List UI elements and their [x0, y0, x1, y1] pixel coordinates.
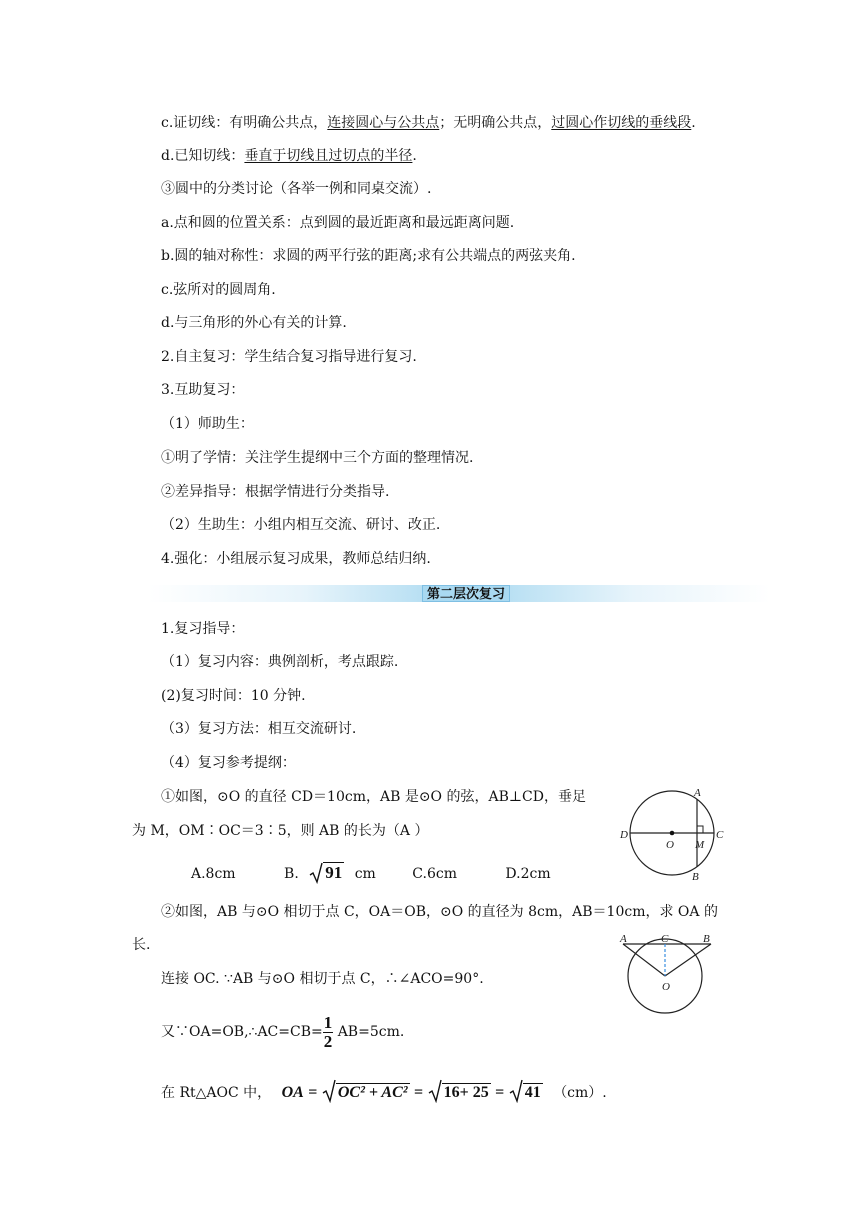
line-strengthen: 4.强化：小组展示复习成果，教师总结归纳.	[161, 551, 431, 567]
line-known-tangent: d.已知切线：垂直于切线且过切点的半径.	[161, 148, 417, 164]
line-point-circle: a.点和圆的位置关系：点到圆的最近距离和最远距离问题.	[161, 215, 515, 231]
q2-solution-line1: 连接 OC. ∵AB 与⊙O 相切于点 C，∴∠ACO=90°.	[161, 971, 484, 987]
line-student-help: （2）生助生：小组内相互交流、研讨、改正.	[161, 517, 441, 533]
option-d: D.2cm	[505, 866, 551, 882]
underline-connect-center: 连接圆心与公共点	[327, 115, 440, 131]
figure-circle-chord	[617, 786, 737, 886]
q1-stem-line2: 为 M，OM∶OC＝3∶5，则 AB 的长为（A ）	[132, 823, 429, 839]
option-a: A.8cm	[191, 866, 236, 882]
sqrt-sign-icon	[322, 1079, 336, 1103]
label-d: D	[620, 829, 628, 841]
underline-radius: 垂直于切线且过切点的半径	[244, 148, 413, 164]
line-review-guide: 1.复习指导：	[161, 621, 245, 637]
line-review-time: (2)复习时间：10 分钟.	[161, 688, 306, 704]
q1-options	[191, 861, 551, 886]
label-b: B	[692, 871, 699, 883]
line-classification: ③圆中的分类讨论（各举一例和同桌交流）.	[161, 181, 432, 197]
label-o: O	[666, 839, 674, 851]
q2-solution-line2: 又∵OA=OB,∴AC=CB= $\frac{1}{2}$ AB=5cm.	[161, 1012, 405, 1051]
option-b: B. 91 cm	[284, 863, 376, 882]
line-learning-status: ①明了学情：关注学生提纲中三个方面的整理情况.	[161, 450, 474, 466]
line-mutual-review: 3.互助复习：	[161, 382, 245, 398]
line-review-method: （3）复习方法：相互交流研讨.	[161, 721, 357, 737]
label-a: A	[694, 787, 701, 799]
fraction-half: $\frac{1}{2}$	[323, 1012, 333, 1051]
line-axis-symmetry: b.圆的轴对称性：求圆的两平行弦的距离;求有公共端点的两弦夹角.	[161, 248, 576, 264]
line-teacher-help: （1）师助生：	[161, 416, 254, 432]
q2-stem-line2: 长.	[132, 937, 151, 953]
q1-stem-line1: ①如图，⊙O 的直径 CD＝10cm，AB 是⊙O 的弦，AB⊥CD，垂足	[161, 789, 586, 805]
label-c: C	[716, 829, 724, 841]
sqrt-sign-icon	[509, 1079, 523, 1103]
label-a: A	[620, 933, 627, 945]
label-c: C	[661, 933, 669, 945]
line-prove-tangent: c.证切线：有明确公共点，连接圆心与公共点；无明确公共点，过圆心作切线的垂线段.	[161, 115, 696, 131]
line-review-outline: （4）复习参考提纲：	[161, 755, 296, 771]
section-title: 第二层次复习	[422, 585, 510, 602]
line-difference-guide: ②差异指导：根据学情进行分类指导.	[161, 484, 390, 500]
label-m: M	[695, 839, 705, 851]
figure-tangent-circle	[618, 932, 728, 1022]
sqrt-sign-icon	[428, 1079, 442, 1103]
option-c: C.6cm	[412, 866, 457, 882]
sqrt-sign-icon	[309, 862, 323, 884]
label-b: B	[703, 933, 710, 945]
label-o: O	[662, 981, 670, 993]
line-inscribed-angle: c.弦所对的圆周角.	[161, 282, 276, 298]
q2-solution-line3: 在 Rt△AOC 中， OA = OC² + AC² = 16+ 25 = 41 （cm）.	[161, 1079, 607, 1106]
q2-stem-line1: ②如图，AB 与⊙O 相切于点 C，OA＝OB，⊙O 的直径为 8cm，AB＝10cm，求 OA 的	[161, 904, 718, 920]
line-circumcenter: d.与三角形的外心有关的计算.	[161, 315, 347, 331]
line-review-content: （1）复习内容：典例剖析，考点跟踪.	[161, 654, 399, 670]
line-self-review: 2.自主复习：学生结合复习指导进行复习.	[161, 349, 417, 365]
underline-perpendicular: 过圆心作切线的垂线段	[551, 115, 692, 131]
